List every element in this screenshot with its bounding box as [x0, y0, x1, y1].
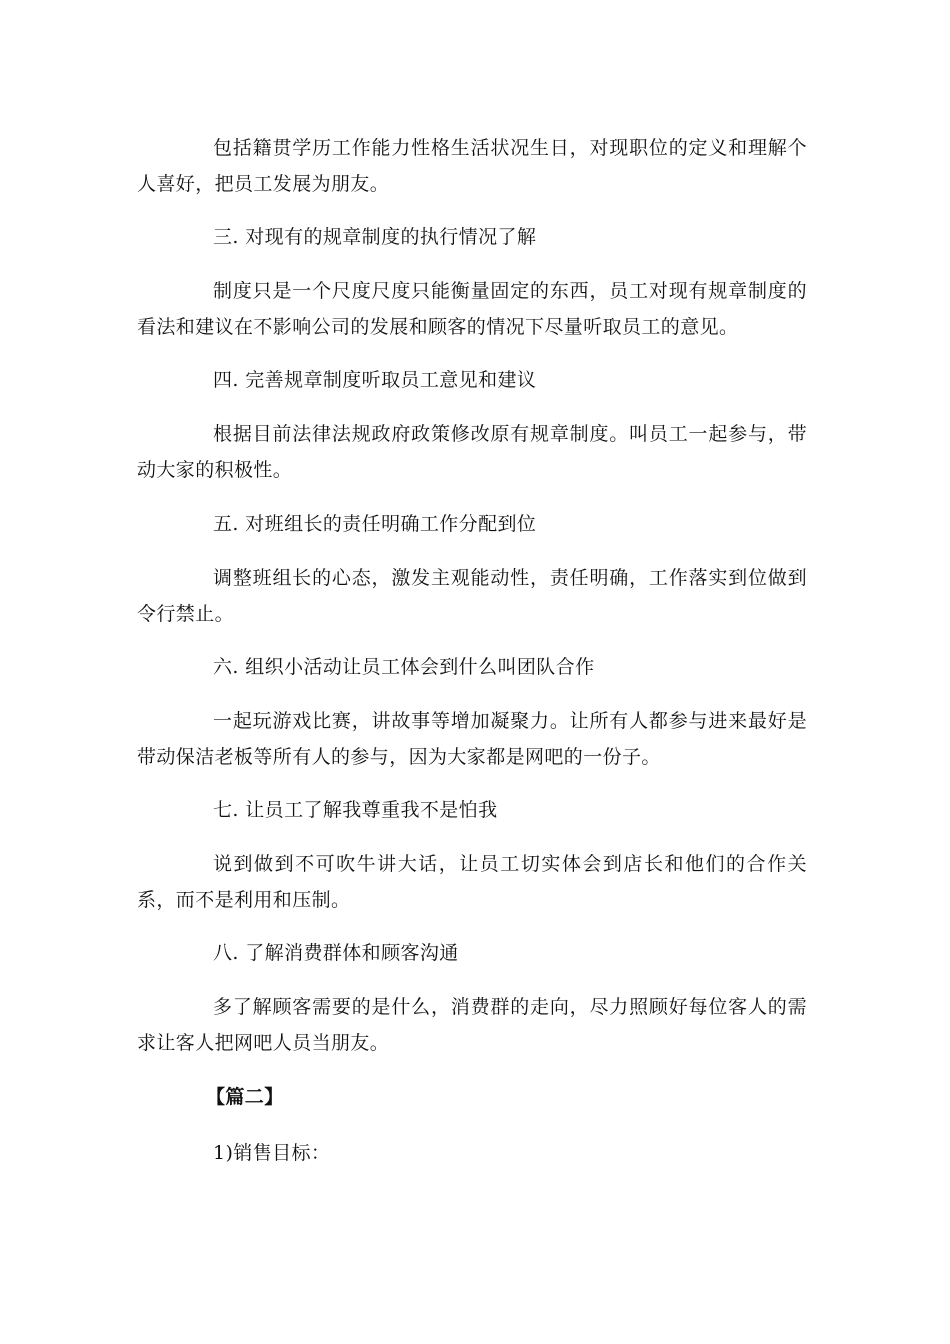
- heading-six: 六. 组织小活动让员工体会到什么叫团队合作: [213, 656, 595, 678]
- paragraph-team-leader: 调整班组长的心态，激发主观能动性，责任明确，工作落实到位做到令行禁止。: [137, 567, 807, 625]
- heading-five: 五. 对班组长的责任明确工作分配到位: [213, 513, 537, 535]
- heading-seven: 七. 让员工了解我尊重我不是怕我: [213, 799, 498, 821]
- section-heading: 【篇二】: [206, 1086, 284, 1108]
- paragraph-employee-info: 包括籍贯学历工作能力性格生活状况生日，对现职位的定义和理解个人喜好，把员工发展为朋友。: [137, 137, 807, 195]
- paragraph-rules-opinion: 制度只是一个尺度尺度只能衡量固定的东西，员工对现有规章制度的看法和建议在不影响公司的发展和顾客的情况下尽量听取员工的意见。: [137, 280, 807, 338]
- paragraph-activities: 一起玩游戏比赛，讲故事等增加凝聚力。让所有人都参与进来最好是带动保洁老板等所有人的参与，因为大家都是网吧的一份子。: [137, 710, 807, 768]
- paragraph-customers: 多了解顾客需要的是什么，消费群的走向，尽力照顾好每位客人的需求让客人把网吧人员当朋友。: [137, 996, 807, 1054]
- heading-three: 三. 对现有的规章制度的执行情况了解: [213, 226, 537, 248]
- heading-four: 四. 完善规章制度听取员工意见和建议: [213, 369, 537, 391]
- paragraph-revise-rules: 根据目前法律法规政府政策修改原有规章制度。叫员工一起参与，带动大家的积极性。: [137, 423, 807, 481]
- heading-eight: 八. 了解消费群体和顾客沟通: [213, 942, 459, 964]
- paragraph-respect: 说到做到不可吹牛讲大话，让员工切实体会到店长和他们的合作关系，而不是利用和压制。: [137, 853, 807, 911]
- list-item-sales-target: 1)销售目标：: [213, 1142, 331, 1164]
